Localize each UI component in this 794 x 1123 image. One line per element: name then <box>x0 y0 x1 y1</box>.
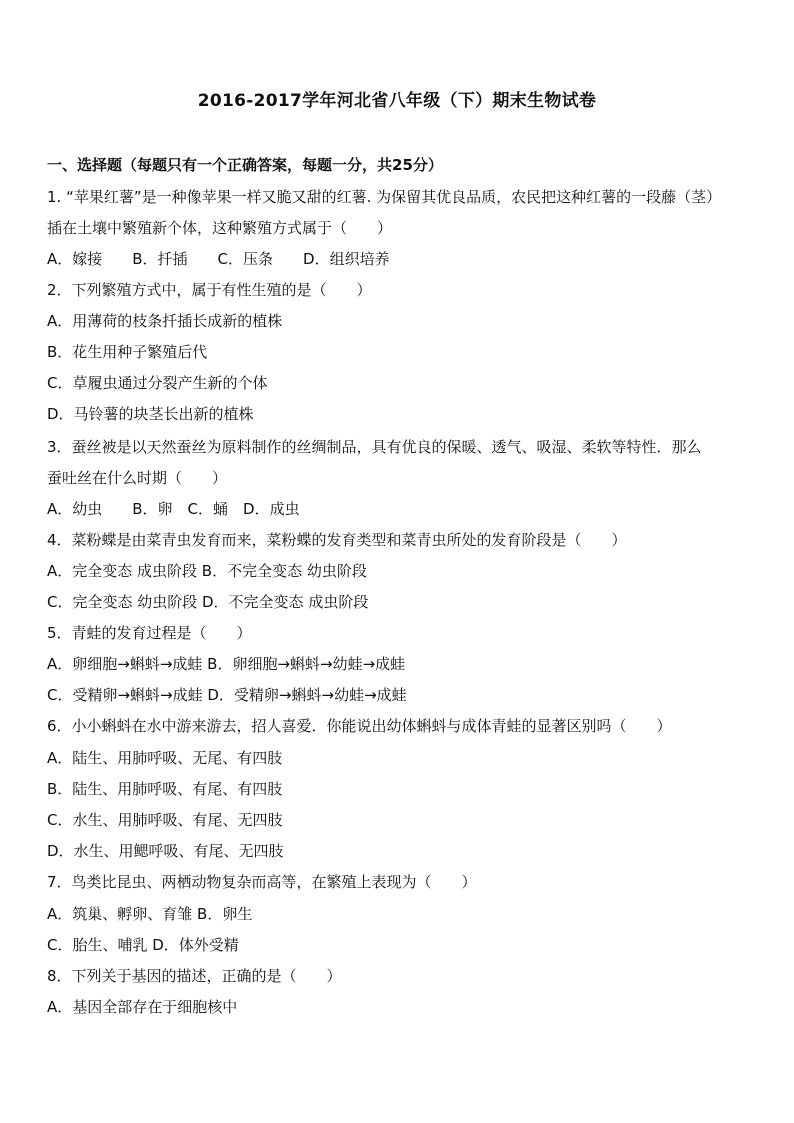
question-line: 7．鸟类比昆虫、两栖动物复杂而高等，在繁殖上表现为（ ） <box>47 873 477 891</box>
option-line: A．幼虫 B．卵 C．蛹 D．成虫 <box>47 500 300 518</box>
page-title: 2016-2017学年河北省八年级（下）期末生物试卷 <box>197 91 597 111</box>
question-line: 4．菜粉蝶是由菜青虫发育而来，菜粉蝶的发育类型和菜青虫所处的发育阶段是（ ） <box>47 531 627 549</box>
option-line: B．花生用种子繁殖后代 <box>47 343 208 361</box>
section-heading: 一、选择题（每题只有一个正确答案，每题一分，共25分） <box>47 156 443 174</box>
option-line: C．受精卵→蝌蚪→成蛙 D．受精卵→蝌蚪→幼蛙→成蛙 <box>47 686 407 704</box>
option-line: A．基因全部存在于细胞核中 <box>47 998 238 1016</box>
option-line: A．嫁接 B．扦插 C．压条 D．组织培养 <box>47 250 390 268</box>
option-line: C．草履虫通过分裂产生新的个体 <box>47 374 268 392</box>
option-line: D．马铃薯的块茎长出新的植株 <box>47 405 254 423</box>
option-line: C．完全变态 幼虫阶段 D．不完全变态 成虫阶段 <box>47 593 369 611</box>
question-line: 6．小小蝌蚪在水中游来游去，招人喜爱．你能说出幼体蝌蚪与成体青蛙的显著区别吗（ ） <box>47 717 672 735</box>
question-line: 8．下列关于基因的描述，正确的是（ ） <box>47 967 342 985</box>
question-line: 2．下列繁殖方式中，属于有性生殖的是（ ） <box>47 281 372 299</box>
option-line: B．陆生、用肺呼吸、有尾、有四肢 <box>47 780 283 798</box>
option-line: A．卵细胞→蝌蚪→成蛙 B．卵细胞→蝌蚪→幼蛙→成蛙 <box>47 655 406 673</box>
option-line: D．水生、用鳃呼吸、有尾、无四肢 <box>47 842 284 860</box>
question-line: 1. “苹果红薯”是一种像苹果一样又脆又甜的红薯. 为保留其优良品质，农民把这种红薯的一段藤（茎） <box>47 188 722 206</box>
question-line: 3．蚕丝被是以天然蚕丝为原料制作的丝绸制品，具有优良的保暖、透气、吸湿、柔软等特性．那么 <box>47 438 702 456</box>
question-line: 蚕吐丝在什么时期（ ） <box>47 469 228 487</box>
option-line: A．完全变态 成虫阶段 B．不完全变态 幼虫阶段 <box>47 562 367 580</box>
question-line: 5．青蛙的发育过程是（ ） <box>47 624 252 642</box>
option-line: C．胎生、哺乳 D．体外受精 <box>47 936 239 954</box>
option-line: A．筑巢、孵卵、育雏 B．卵生 <box>47 905 253 923</box>
option-line: A．陆生、用肺呼吸、无尾、有四肢 <box>47 749 283 767</box>
option-line: A．用薄荷的枝条扦插长成新的植株 <box>47 312 283 330</box>
option-line: C．水生、用肺呼吸、有尾、无四肢 <box>47 811 283 829</box>
question-line: 插在土壤中繁殖新个体，这种繁殖方式属于（ ） <box>47 219 393 237</box>
